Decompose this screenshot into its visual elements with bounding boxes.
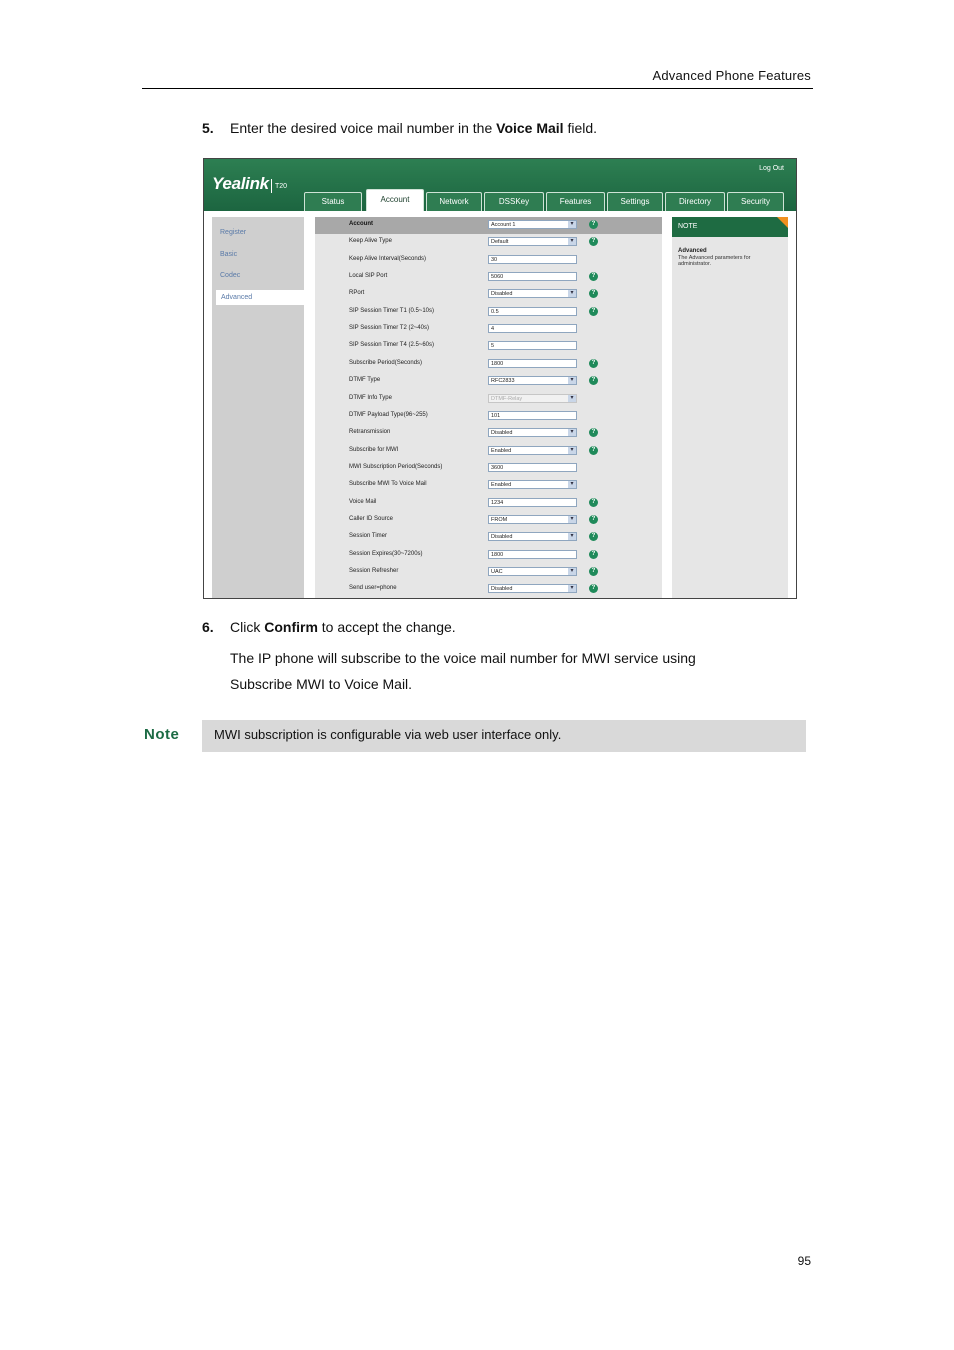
nav-item-advanced[interactable]: Advanced [216,290,305,305]
step-text: field. [563,120,598,136]
field-label: DTMF Info Type [349,394,392,401]
field-label: SIP Session Timer T4 (2.5~60s) [349,342,434,349]
select-dropdown[interactable]: Enabled ▾ [488,446,577,455]
yealink-logo: Yealink [212,174,269,193]
field-label: Keep Alive Type [349,238,392,245]
step-keyword: Confirm [264,619,318,635]
field-label: RPort [349,290,365,297]
help-icon[interactable]: ? [589,550,598,559]
form-row [315,304,662,321]
help-icon[interactable]: ? [589,289,598,298]
tab-network[interactable]: Network [426,192,482,211]
field-label: Subscribe for MWI [349,446,399,453]
logout-link[interactable]: Log Out [759,165,784,172]
form-row [315,338,662,355]
note-panel [672,217,788,598]
form-row [315,495,662,512]
form-row [315,286,662,303]
form-row [315,356,662,373]
note-panel-subtitle: Advanced [678,248,707,254]
field-label: MWI Subscription Period(Seconds) [349,463,443,470]
note-box [202,720,806,752]
select-dropdown[interactable]: Default ▾ [488,237,577,246]
help-icon[interactable]: ? [589,515,598,524]
help-icon[interactable]: ? [589,376,598,385]
step-text: to accept the change. [317,619,456,635]
step-text: Click [230,619,265,635]
text-input[interactable]: 101 [488,411,577,420]
form-row [315,460,662,477]
text-input[interactable]: 1800 [488,550,577,559]
field-label: Keep Alive Interval(Seconds) [349,255,427,262]
page-number: 95 [797,1254,811,1268]
select-dropdown[interactable]: RFC2833 ▾ [488,376,577,385]
select-dropdown[interactable]: UAC ▾ [488,567,577,576]
corner-flag-icon [777,217,788,228]
select-dropdown[interactable]: Disabled ▾ [488,289,577,298]
help-icon[interactable]: ? [589,498,598,507]
field-label: Session Expires(30~7200s) [349,550,423,557]
tab-security[interactable]: Security [727,192,784,211]
paragraph-line: The IP phone will subscribe to the voice mail number for MWI service using [230,650,696,666]
field-label: Subscribe Period(Seconds) [349,359,423,366]
note-panel-header [672,217,788,237]
form-row [315,252,662,269]
step-5 [202,120,597,136]
field-label: Local SIP Port [349,273,388,280]
content-area [204,211,796,598]
step-6 [202,619,456,635]
model-label: T20 [275,183,288,190]
help-icon[interactable]: ? [589,307,598,316]
paragraph-line: Subscribe MWI to Voice Mail. [230,676,413,692]
tab-dsskey[interactable]: DSSKey [484,192,544,211]
form-row [315,564,662,581]
select-dropdown[interactable]: Disabled ▾ [488,428,577,437]
text-input[interactable]: 3600 [488,463,577,472]
field-label: DTMF Payload Type(96~255) [349,411,428,418]
select-dropdown[interactable]: Enabled ▾ [488,480,577,489]
form-row [315,321,662,338]
tab-settings[interactable]: Settings [607,192,663,211]
field-label: Caller ID Source [349,515,394,522]
form-row [315,391,662,408]
note-panel-title: NOTE [678,223,698,230]
help-icon[interactable]: ? [589,272,598,281]
field-label: Send user=phone [349,585,397,592]
form-row [315,269,662,286]
step-number: 6. [202,619,214,635]
field-label: Voice Mail [349,498,377,505]
text-input[interactable]: 4 [488,324,577,333]
select-dropdown[interactable]: Disabled ▾ [488,584,577,593]
help-icon[interactable]: ? [589,359,598,368]
form-row [315,408,662,425]
form-row [315,547,662,564]
form-row [315,234,662,251]
form-row [315,443,662,460]
text-input[interactable]: 5 [488,341,577,350]
logo-divider [271,179,272,193]
form-row [315,512,662,529]
note-label: Note [144,726,180,743]
field-label: Account [349,221,373,227]
tab-directory[interactable]: Directory [665,192,725,211]
select-dropdown[interactable]: Account 1 ▾ [488,220,577,229]
help-icon[interactable]: ? [589,584,598,593]
form-row [315,477,662,494]
help-icon[interactable]: ? [589,428,598,437]
help-icon[interactable]: ? [589,220,598,229]
field-label: SIP Session Timer T2 (2~40s) [349,325,429,332]
text-input[interactable]: 0.5 [488,307,577,316]
header-rule [142,88,813,89]
select-dropdown: DTMF-Relay ▾ [488,394,577,403]
explanation-paragraph [230,645,790,697]
form-row [315,373,662,390]
text-input[interactable]: 5060 [488,272,577,281]
tab-account[interactable]: Account [366,189,424,212]
text-input[interactable]: 30 [488,255,577,264]
nav-item-register[interactable]: Register [220,229,247,236]
text-input[interactable]: 1800 [488,359,577,368]
form-row [315,217,662,234]
header-title: Advanced Phone Features [652,68,811,83]
field-label: SIP Session Timer T1 (0.5~10s) [349,307,434,314]
form-row [315,581,662,598]
field-label: Subscribe MWI To Voice Mail [349,481,427,488]
help-icon[interactable]: ? [589,446,598,455]
text-input[interactable]: 1234 [488,498,577,507]
select-dropdown[interactable]: FROM ▾ [488,515,577,524]
form-row [315,425,662,442]
tab-status[interactable]: Status [304,192,362,211]
top-bar [204,159,796,211]
step-number: 5. [202,120,214,136]
help-icon[interactable]: ? [589,532,598,541]
yealink-screenshot [203,158,797,599]
nav-item-codec[interactable]: Codec [220,272,241,279]
select-dropdown[interactable]: Disabled ▾ [488,532,577,541]
form-row [315,529,662,546]
step-text: Enter the desired voice mail number in the [230,120,497,136]
left-nav [212,217,304,598]
help-icon[interactable]: ? [589,567,598,576]
field-label: Session Timer [349,533,388,540]
tab-features[interactable]: Features [546,192,605,211]
note-panel-text: The Advanced parameters for administrator. [678,255,751,267]
field-label: DTMF Type [349,377,381,384]
field-label: Session Refresher [349,568,399,574]
nav-item-basic[interactable]: Basic [220,250,238,258]
help-icon[interactable]: ? [589,237,598,246]
field-label: Retransmission [349,429,391,436]
note-text: MWI subscription is configurable via web user interface only. [214,727,562,742]
settings-form [315,217,662,598]
step-keyword: Voice Mail [496,120,564,136]
